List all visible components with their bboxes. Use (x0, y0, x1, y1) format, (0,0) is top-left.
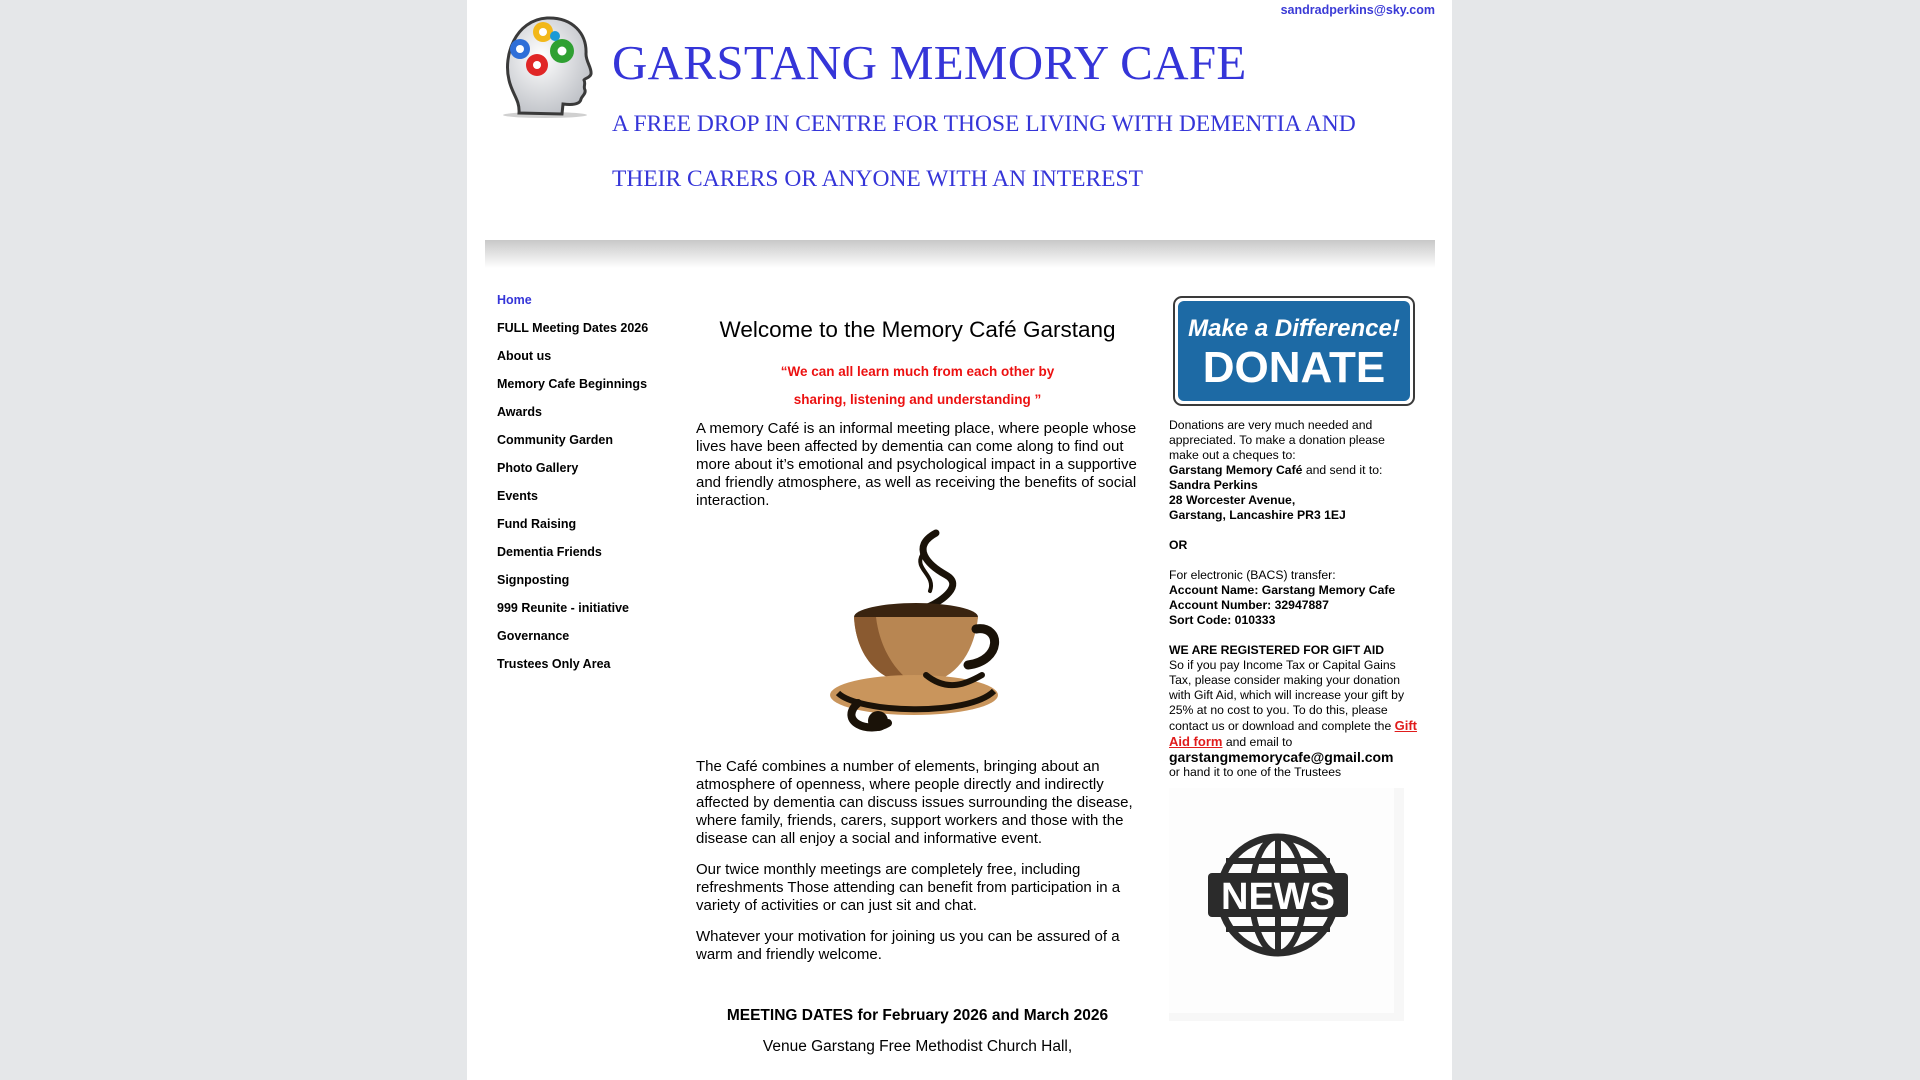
gift-aid-text: So if you pay Income Tax or Capital Gains Tax, please consider making your donation with Gift Aid, which will increase your gift by 25% at no cost to you. To do this, please contact us or download and complete the (1169, 658, 1405, 733)
payee-name: Garstang Memory Café (1169, 463, 1303, 477)
sort-code: Sort Code: 010333 (1169, 613, 1276, 627)
nav-item-999-reunite[interactable]: 999 Reunite - initiative (497, 601, 629, 615)
send-to-text: and send it to: (1302, 463, 1383, 477)
meetings-paragraph: Our twice monthly meetings are completely free, including refreshments Those attending can benefit from participation in a variety of activities or can just sit and chat. (696, 861, 1121, 914)
account-number: Account Number: 32947887 (1169, 598, 1329, 612)
account-name: Account Name: Garstang Memory Cafe (1169, 583, 1396, 597)
welcome-heading: Welcome to the Memory Café Garstang (719, 317, 1116, 342)
nav-item-fund-raising[interactable]: Fund Raising (497, 517, 577, 531)
venue-text: Venue Garstang Free Methodist Church Hall, (762, 1038, 1073, 1055)
news-label: NEWS (1221, 876, 1335, 918)
meeting-dates-heading: MEETING DATES for February 2026 and March 2026 (726, 1007, 1109, 1024)
nav-item-dementia-friends[interactable]: Dementia Friends (497, 545, 602, 559)
nav-item-awards[interactable]: Awards (497, 405, 542, 419)
address-street: 28 Worcester Avenue, (1169, 493, 1296, 507)
donation-sidebar (1169, 296, 1417, 1021)
gift-aid-after: and email to (1222, 735, 1293, 749)
nav-item-full-meeting-dates[interactable]: FULL Meeting Dates 2026 (497, 321, 649, 335)
main-content (696, 312, 1139, 1056)
bacs-intro: For electronic (BACS) transfer: (1169, 568, 1336, 582)
gift-aid-email: garstangmemorycafe@gmail.com (1169, 749, 1394, 765)
payee-line (1169, 463, 1417, 478)
news-globe-icon[interactable] (1208, 833, 1348, 958)
sidebar-nav (497, 288, 667, 680)
address-town: Garstang, Lancashire PR3 1EJ (1169, 508, 1346, 522)
address-name: Sandra Perkins (1169, 478, 1258, 492)
donate-button[interactable] (1173, 296, 1415, 406)
donations-intro: Donations are very much needed and appreciated. To make a donation please make out a cheques to: (1169, 418, 1385, 462)
nav-item-photo-gallery[interactable]: Photo Gallery (497, 461, 579, 475)
nav-item-community-garden[interactable]: Community Garden (497, 433, 613, 447)
header-divider-bar (485, 240, 1435, 268)
quote (696, 358, 1139, 414)
nav-item-memory-cafe-beginnings[interactable]: Memory Cafe Beginnings (497, 377, 648, 391)
gift-aid-form-link[interactable]: Gift Aid form (1169, 718, 1418, 749)
donate-label: DONATE (1202, 343, 1386, 392)
nav-item-trustees-only-area[interactable]: Trustees Only Area (497, 657, 611, 671)
brain-gears-logo[interactable] (489, 8, 599, 118)
site-title: GARSTANG MEMORY CAFE (612, 35, 1247, 90)
nav-item-events[interactable]: Events (497, 489, 538, 503)
cafe-elements-paragraph: The Café combines a number of elements, bringing about an atmosphere of openness, where people directly and indirectly affected by dementia can discuss issues surrounding the disease, where family, friends, carers, support workers and those with the disease can all enjoy a social and informative event. (696, 758, 1133, 847)
site-subtitle-line2: THEIR CARERS OR ANYONE WITH AN INTEREST (612, 166, 1143, 192)
nav-item-about-us[interactable]: About us (497, 349, 552, 363)
or-text: OR (1169, 538, 1188, 552)
gift-aid-paragraph (1169, 658, 1417, 750)
quote-line1: “We can all learn much from each other by (780, 364, 1055, 379)
donate-tagline: Make a Difference! (1188, 315, 1400, 342)
nav-item-signposting[interactable]: Signposting (497, 573, 570, 587)
nav-item-governance[interactable]: Governance (497, 629, 570, 643)
page-container (467, 0, 1452, 1080)
quote-line2: sharing, listening and understanding ” (793, 392, 1042, 407)
nav-item-home[interactable]: Home (497, 293, 532, 307)
welcome-paragraph: Whatever your motivation for joining us you can be assured of a warm and friendly welcome. (696, 928, 1120, 963)
coffee-cup-image (818, 525, 1018, 735)
news-panel[interactable] (1169, 788, 1404, 1021)
gift-aid-heading: WE ARE REGISTERED FOR GIFT AID (1169, 643, 1385, 657)
intro-paragraph: A memory Café is an informal meeting place, where people whose lives have been affected by dementia can come along to find out more about it’s emotional and psychological impact in a supportive and friendly atmosphere, as well as receiving the benefits of social interaction. (696, 420, 1137, 509)
site-subtitle-line1: A FREE DROP IN CENTRE FOR THOSE LIVING WITH DEMENTIA AND (612, 111, 1356, 137)
contact-email-link[interactable]: sandradperkins@sky.com (1280, 3, 1435, 17)
gift-aid-end: or hand it to one of the Trustees (1169, 765, 1342, 779)
donation-info (1169, 418, 1417, 780)
